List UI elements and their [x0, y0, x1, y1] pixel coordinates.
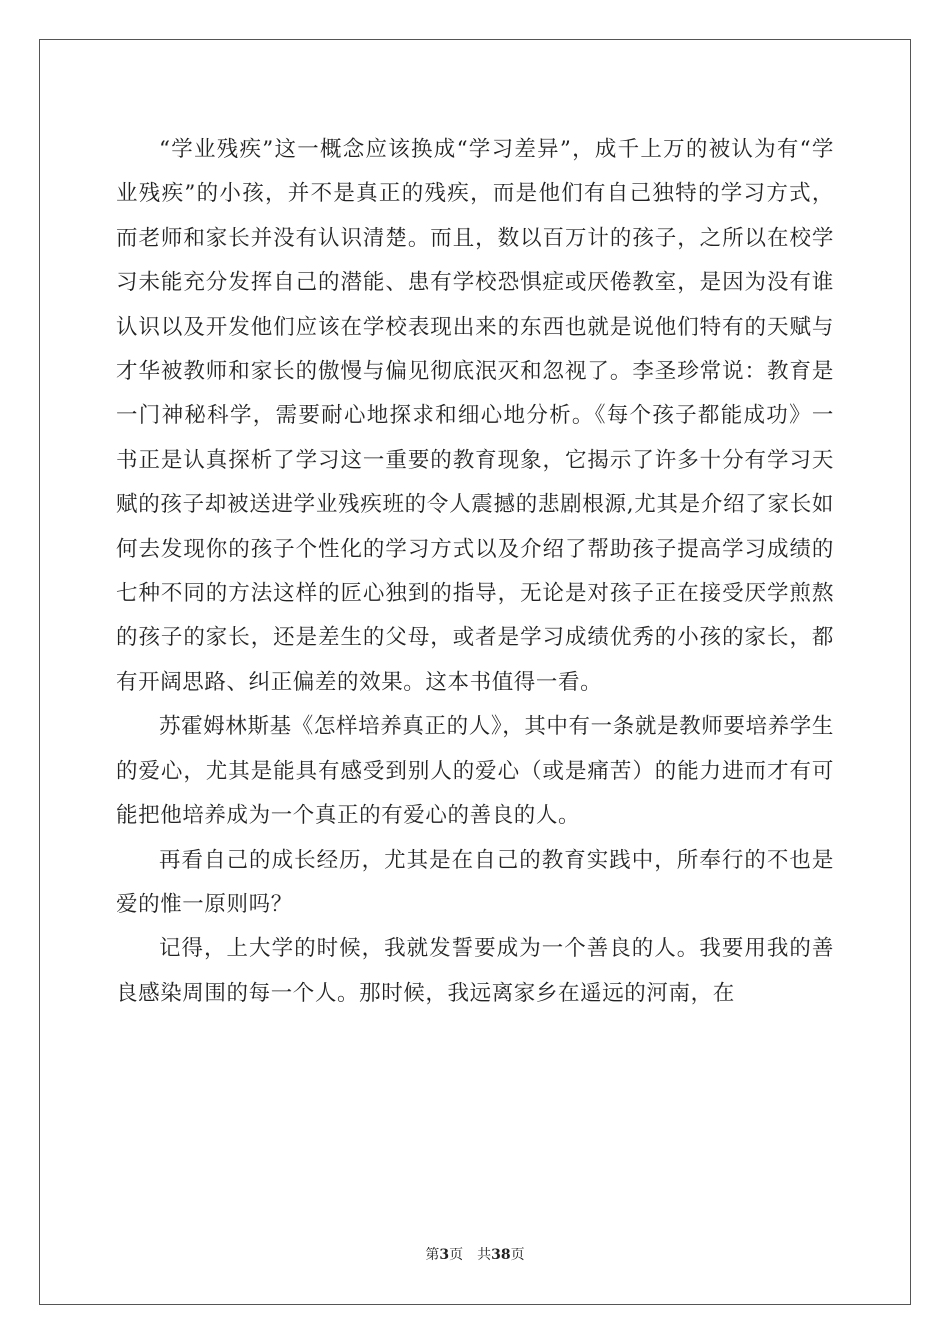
paragraph-3: 再看自己的成长经历，尤其是在自己的教育实践中，所奉行的不也是爱的惟一原则吗？	[116, 847, 834, 917]
total-pages-suffix: 页	[510, 1247, 525, 1263]
paragraph-4: 记得，上大学的时候，我就发誓要成为一个善良的人。我要用我的善良感染周围的每一个人。那时候，我远离家乡在遥远的河南，在	[116, 936, 834, 1006]
page-number-suffix: 页	[449, 1247, 464, 1263]
total-pages-prefix: 共	[477, 1247, 492, 1263]
document-body	[116, 128, 834, 1016]
paragraph-2: 苏霍姆林斯基《怎样培养真正的人》，其中有一条就是教师要培养学生的爱心，尤其是能具有感受到别人的爱心（或是痛苦）的能力进而才有可能把他培养成为一个真正的有爱心的善良的人。	[116, 714, 834, 829]
page-footer	[0, 1244, 950, 1264]
current-page-number: 3	[439, 1247, 450, 1263]
paragraph-1: “学业残疾”这一概念应该换成“学习差异”，成千上万的被认为有“学业残疾”的小孩，并不是真正的残疾，而是他们有自己独特的学习方式，而老师和家长并没有认识清楚。而且，数以百万计的孩子，之所以在校学习未能充分发挥自己的潜能、患有学校恐惧症或厌倦教室，是因为没有谁认识以及开发他们应该在学校表现出来的东西也就是说他们特有的天赋与才华被教师和家长的傲慢与偏见彻底泯灭和忽视了。李圣珍常说：教育是一门神秘科学，需要耐心地探求和细心地分析。《每个孩子都能成功》一书正是认真探析了学习这一重要的教育现象，它揭示了许多十分有学习天赋的孩子却被送进学业残疾班的令人震撼的悲剧根源,尤其是介绍了家长如何去发现你的孩子个性化的学习方式以及介绍了帮助孩子提高学习成绩的七种不同的方法这样的匠心独到的指导，无论是对孩子正在接受厌学煎熬的孩子的家长，还是差生的父母，或者是学习成绩优秀的小孩的家长，都有开阔思路、纠正偏差的效果。这本书值得一看。	[116, 137, 834, 695]
page-number-prefix: 第	[425, 1247, 440, 1263]
total-pages-number: 38	[491, 1247, 511, 1263]
